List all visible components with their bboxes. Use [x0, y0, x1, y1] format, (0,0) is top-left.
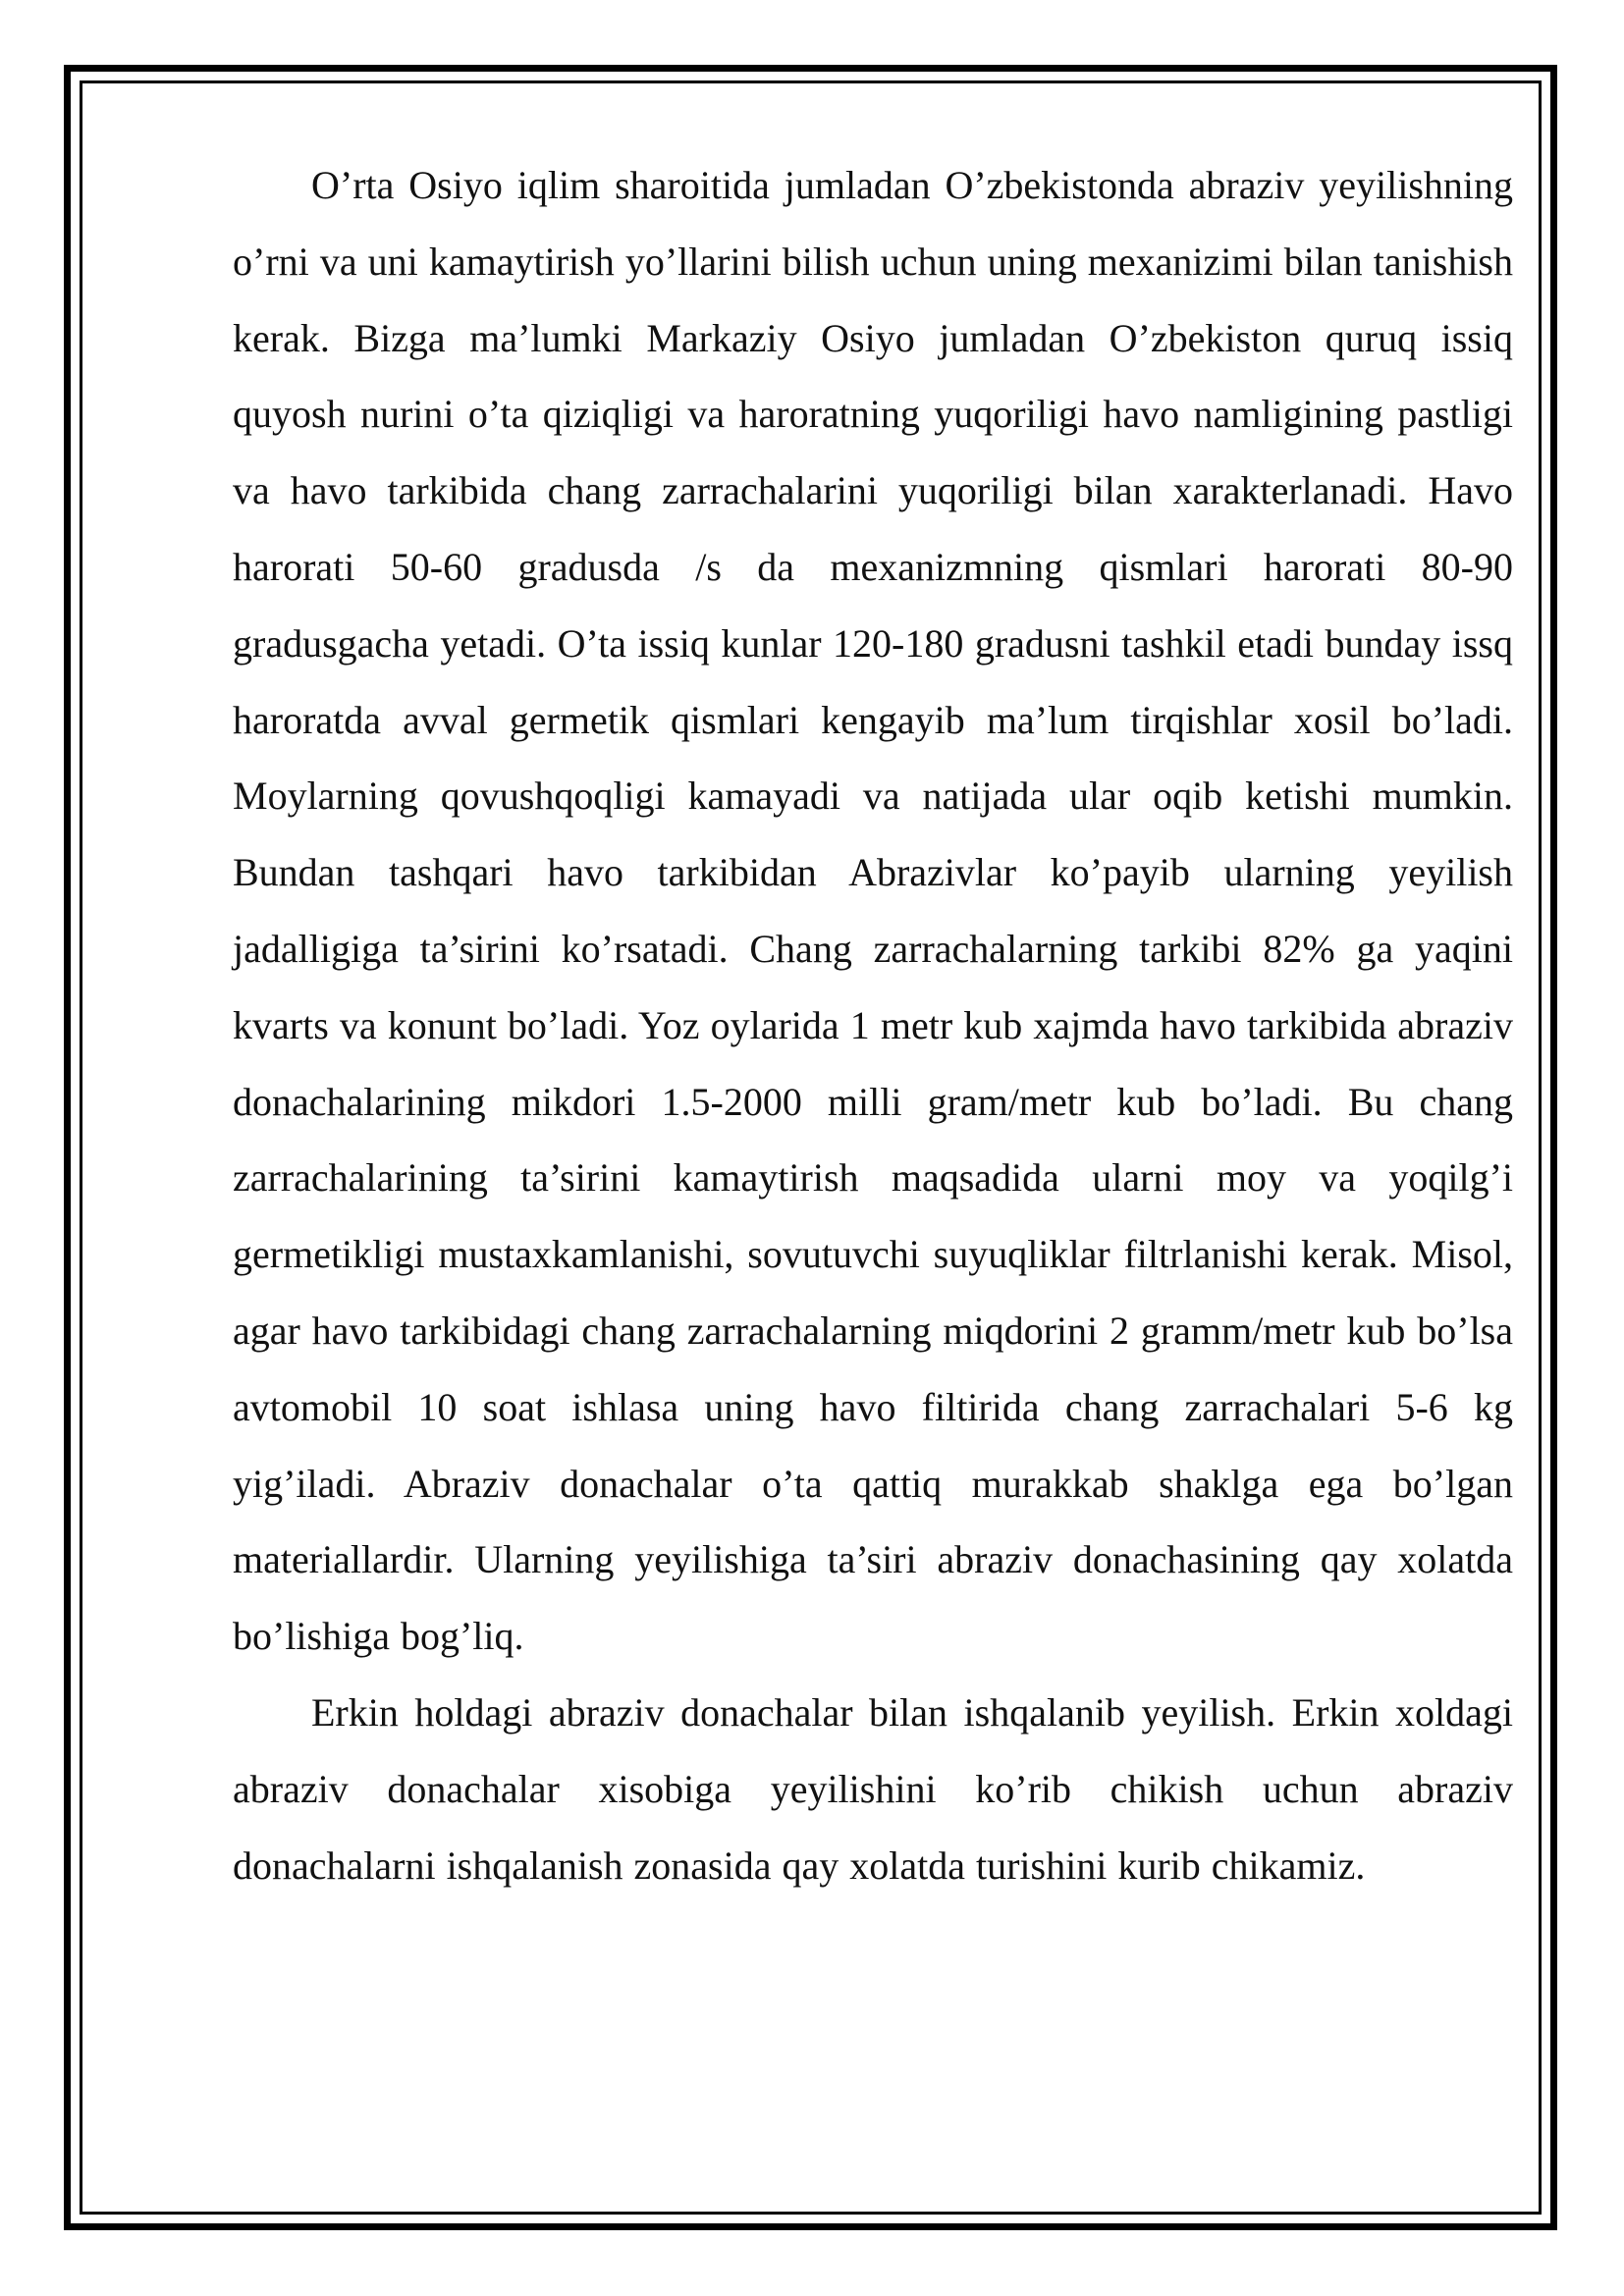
paragraph-free-abrasive-grains: Erkin holdagi abraziv donachalar bilan ishqalanib yeyilish. Erkin xoldagi abraziv donachalar xisobiga yeyilishini ko’rib chikish uchun abraziv donachalarni ishqalanish zonasida qay xolatda turishini kurib chikamiz.	[233, 1689, 1513, 1888]
paragraph-abrasive-wear-intro: O’rta Osiyo iqlim sharoitida jumladan O’zbekistonda abraziv yeyilishning o’rni va uni kamaytirish yo’llarini bilish uchun uning mexanizimi bilan tanishish kerak. Bizga ma’lumki Markaziy Osiyo jumladan O’zbekiston quruq issiq quyosh nurini o’ta qiziqligi va haroratning yuqoriligi havo namligining pastligi va havo tarkibida chang zarrachalarini yuqoriligi bilan xarakterlanadi. Havo harorati 50-60 gradusda /s da mexanizmning qismlari harorati 80-90 gradusgacha yetadi. O’ta issiq kunlar 120-180 gradusni tashkil etadi bunday issq haroratda avval germetik qismlari kengayib ma’lum tirqishlar xosil bo’ladi. Moylarning qovushqoqligi kamayadi va natijada ular oqib ketishi mumkin. Bundan tashqari havo tarkibidan Abrazivlar ko’payib ularning yeyilish jadalligiga ta’sirini ko’rsatadi. Chang zarrachalarning tarkibi 82% ga yaqini kvarts va konunt bo’ladi. Yoz oylarida 1 metr kub xajmda havo tarkibida abraziv donachalarining mikdori 1.5-2000 milli gram/metr kub bo’ladi. Bu chang zarrachalarining ta’sirini kamaytirish maqsadida ularni moy va yoqilg’i germetikligi mustaxkamlanishi, sovutuvchi suyuqliklar filtrlanishi kerak. Misol, agar havo tarkibidagi chang zarrachalarning miqdorini 2 gramm/metr kub bo’lsa avtomobil 10 soat ishlasa uning havo filtirida chang zarrachalari 5-6 kg yig’iladi. Abraziv donachalar o’ta qattiq murakkab shaklga ega bo’lgan materiallardir. Ularning yeyilishiga ta’siri abraziv donachasining qay xolatda bo’lishiga bog’liq.	[233, 163, 1513, 1659]
document-body	[233, 147, 1513, 1903]
